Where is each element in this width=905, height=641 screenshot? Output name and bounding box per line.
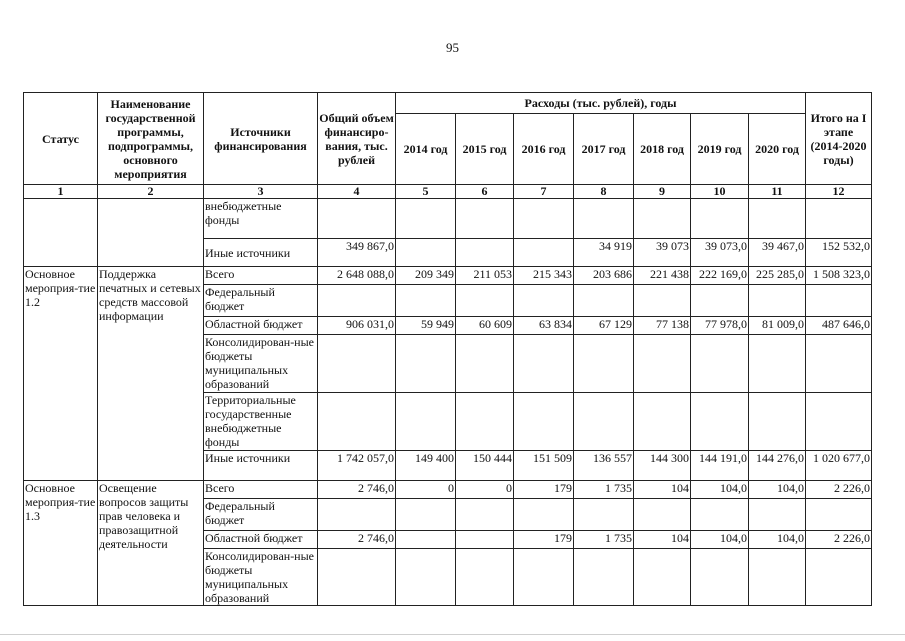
value-cell xyxy=(456,549,514,606)
value-cell xyxy=(749,393,806,451)
value-cell xyxy=(634,549,691,606)
value-cell: 0 xyxy=(396,481,456,499)
value-cell: 1 735 xyxy=(574,481,634,499)
value-cell xyxy=(574,499,634,531)
value-cell xyxy=(691,549,749,606)
value-cell xyxy=(318,285,396,317)
value-cell xyxy=(749,549,806,606)
value-cell: 39 073 xyxy=(634,239,691,267)
value-cell xyxy=(514,549,574,606)
source-cell: Территориальные государственные внебюджетные фонды xyxy=(204,393,318,451)
value-cell: 179 xyxy=(514,531,574,549)
value-cell xyxy=(634,499,691,531)
value-cell xyxy=(456,393,514,451)
value-cell xyxy=(691,285,749,317)
column-number: 8 xyxy=(574,185,634,199)
value-cell xyxy=(456,531,514,549)
value-cell: 1 508 323,0 xyxy=(806,267,872,285)
value-cell: 144 276,0 xyxy=(749,451,806,481)
value-cell: 77 138 xyxy=(634,317,691,335)
table-body xyxy=(24,199,872,606)
value-cell: 144 300 xyxy=(634,451,691,481)
value-cell xyxy=(806,549,872,606)
value-cell xyxy=(806,285,872,317)
source-cell: Консолидирован-ные бюджеты муниципальных образований xyxy=(204,335,318,393)
value-cell xyxy=(318,199,396,239)
value-cell xyxy=(634,393,691,451)
value-cell: 906 031,0 xyxy=(318,317,396,335)
value-cell xyxy=(396,549,456,606)
value-cell xyxy=(574,199,634,239)
value-cell: 211 053 xyxy=(456,267,514,285)
value-cell xyxy=(514,335,574,393)
header-program-name: Наименование государственной программы, подпрограммы, основного мероприятия xyxy=(98,93,204,185)
value-cell: 81 009,0 xyxy=(749,317,806,335)
value-cell xyxy=(396,499,456,531)
source-cell: Консолидирован-ные бюджеты муниципальных образований xyxy=(204,549,318,606)
value-cell: 221 438 xyxy=(634,267,691,285)
value-cell xyxy=(396,335,456,393)
column-number: 4 xyxy=(318,185,396,199)
header-year: 2020 год xyxy=(749,114,806,185)
program-name-cell: Поддержка печатных и сетевых средств массовой информации xyxy=(98,267,204,481)
value-cell xyxy=(806,335,872,393)
source-cell: Иные источники xyxy=(204,239,318,267)
value-cell xyxy=(514,499,574,531)
value-cell: 1 020 677,0 xyxy=(806,451,872,481)
value-cell xyxy=(318,335,396,393)
value-cell xyxy=(574,549,634,606)
header-year: 2019 год xyxy=(691,114,749,185)
header-year: 2014 год xyxy=(396,114,456,185)
source-cell: внебюджетные фонды xyxy=(204,199,318,239)
value-cell: 0 xyxy=(456,481,514,499)
column-number: 3 xyxy=(204,185,318,199)
value-cell: 104,0 xyxy=(691,531,749,549)
value-cell: 77 978,0 xyxy=(691,317,749,335)
value-cell xyxy=(574,393,634,451)
value-cell: 39 073,0 xyxy=(691,239,749,267)
header-year: 2016 год xyxy=(514,114,574,185)
value-cell xyxy=(574,285,634,317)
value-cell: 104 xyxy=(634,531,691,549)
value-cell xyxy=(456,239,514,267)
source-cell: Областной бюджет xyxy=(204,317,318,335)
header-year: 2018 год xyxy=(634,114,691,185)
value-cell: 104,0 xyxy=(691,481,749,499)
value-cell xyxy=(691,393,749,451)
value-cell xyxy=(514,199,574,239)
column-number: 7 xyxy=(514,185,574,199)
source-cell: Всего xyxy=(204,267,318,285)
value-cell: 39 467,0 xyxy=(749,239,806,267)
source-cell: Федеральный бюджет xyxy=(204,499,318,531)
value-cell xyxy=(514,239,574,267)
value-cell xyxy=(691,499,749,531)
page-number: 95 xyxy=(446,40,459,55)
value-cell: 59 949 xyxy=(396,317,456,335)
value-cell: 2 648 088,0 xyxy=(318,267,396,285)
value-cell xyxy=(396,239,456,267)
value-cell: 2 226,0 xyxy=(806,481,872,499)
value-cell xyxy=(456,199,514,239)
value-cell xyxy=(456,499,514,531)
value-cell xyxy=(691,335,749,393)
value-cell: 63 834 xyxy=(514,317,574,335)
header-itogo: Итого на I этапе (2014-2020 годы) xyxy=(806,93,872,185)
column-number: 12 xyxy=(806,185,872,199)
value-cell: 2 746,0 xyxy=(318,531,396,549)
value-cell xyxy=(318,393,396,451)
value-cell xyxy=(749,335,806,393)
value-cell: 2 746,0 xyxy=(318,481,396,499)
value-cell xyxy=(574,335,634,393)
value-cell: 179 xyxy=(514,481,574,499)
value-cell: 149 400 xyxy=(396,451,456,481)
value-cell xyxy=(396,199,456,239)
value-cell xyxy=(634,285,691,317)
header-expenses: Расходы (тыс. рублей), годы xyxy=(396,93,806,114)
value-cell xyxy=(396,393,456,451)
value-cell: 60 609 xyxy=(456,317,514,335)
value-cell xyxy=(634,199,691,239)
source-cell: Иные источники xyxy=(204,451,318,481)
table-header xyxy=(24,93,872,199)
value-cell: 136 557 xyxy=(574,451,634,481)
source-cell: Федеральный бюджет xyxy=(204,285,318,317)
header-year: 2015 год xyxy=(456,114,514,185)
header-status: Статус xyxy=(24,93,98,185)
value-cell xyxy=(456,285,514,317)
value-cell: 1 735 xyxy=(574,531,634,549)
value-cell: 215 343 xyxy=(514,267,574,285)
value-cell xyxy=(806,499,872,531)
value-cell: 225 285,0 xyxy=(749,267,806,285)
header-sources: Источники финансирования xyxy=(204,93,318,185)
column-number: 11 xyxy=(749,185,806,199)
value-cell xyxy=(749,199,806,239)
value-cell xyxy=(318,549,396,606)
value-cell: 104 xyxy=(634,481,691,499)
value-cell xyxy=(396,531,456,549)
header-year: 2017 год xyxy=(574,114,634,185)
value-cell xyxy=(691,199,749,239)
value-cell: 222 169,0 xyxy=(691,267,749,285)
table-row xyxy=(24,481,872,499)
table-row xyxy=(24,267,872,285)
value-cell xyxy=(396,285,456,317)
source-cell: Всего xyxy=(204,481,318,499)
value-cell xyxy=(749,285,806,317)
column-number: 10 xyxy=(691,185,749,199)
value-cell: 144 191,0 xyxy=(691,451,749,481)
value-cell: 487 646,0 xyxy=(806,317,872,335)
program-name-cell xyxy=(98,199,204,267)
value-cell xyxy=(806,393,872,451)
column-number: 2 xyxy=(98,185,204,199)
value-cell: 150 444 xyxy=(456,451,514,481)
program-name-cell: Освещение вопросов защиты прав человека и правозащитной деятельности xyxy=(98,481,204,606)
value-cell: 203 686 xyxy=(574,267,634,285)
value-cell: 104,0 xyxy=(749,531,806,549)
column-number: 6 xyxy=(456,185,514,199)
value-cell xyxy=(318,499,396,531)
status-cell: Основное мероприя-тие 1.3 xyxy=(24,481,98,606)
value-cell xyxy=(514,393,574,451)
column-number: 9 xyxy=(634,185,691,199)
value-cell xyxy=(806,199,872,239)
value-cell: 152 532,0 xyxy=(806,239,872,267)
value-cell: 67 129 xyxy=(574,317,634,335)
value-cell xyxy=(456,335,514,393)
value-cell: 349 867,0 xyxy=(318,239,396,267)
column-numbers-row xyxy=(24,185,872,199)
value-cell: 104,0 xyxy=(749,481,806,499)
value-cell: 2 226,0 xyxy=(806,531,872,549)
header-total-volume: Общий объем финансиро-вания, тыс. рублей xyxy=(318,93,396,185)
value-cell: 34 919 xyxy=(574,239,634,267)
source-cell: Областной бюджет xyxy=(204,531,318,549)
value-cell xyxy=(749,499,806,531)
column-number: 5 xyxy=(396,185,456,199)
value-cell: 209 349 xyxy=(396,267,456,285)
value-cell xyxy=(634,335,691,393)
financing-table xyxy=(23,92,872,606)
value-cell xyxy=(514,285,574,317)
status-cell: Основное мероприя-тие 1.2 xyxy=(24,267,98,481)
value-cell: 1 742 057,0 xyxy=(318,451,396,481)
value-cell: 151 509 xyxy=(514,451,574,481)
table-row xyxy=(24,199,872,239)
column-number: 1 xyxy=(24,185,98,199)
status-cell xyxy=(24,199,98,267)
